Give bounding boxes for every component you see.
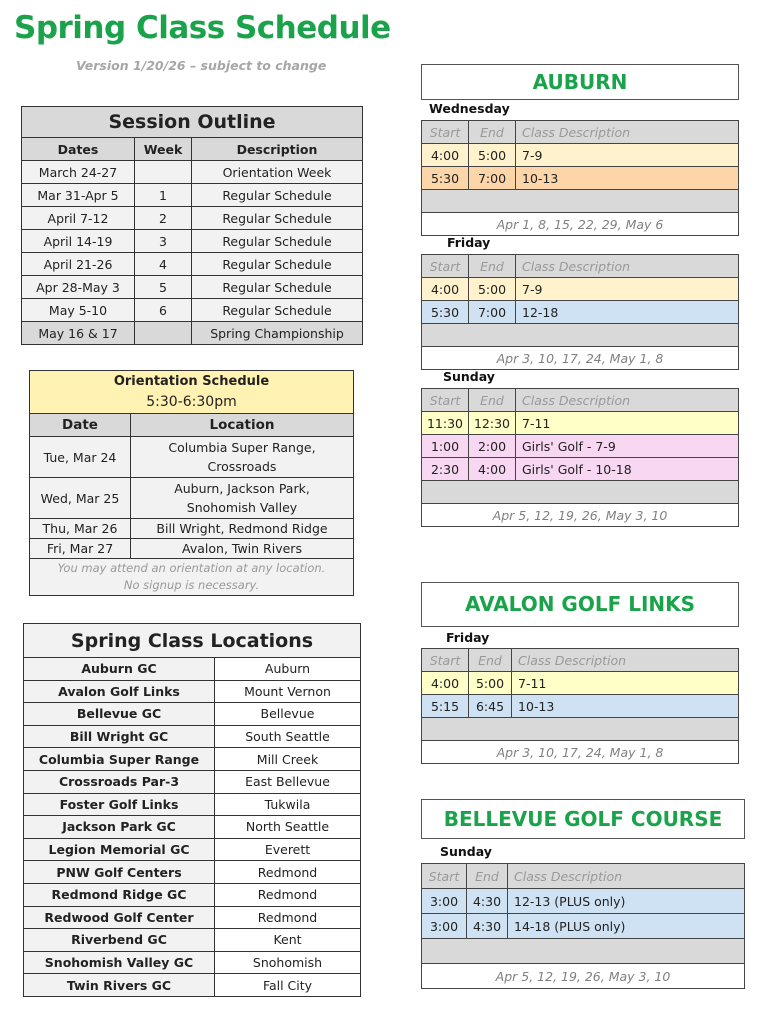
class-dates: Apr 3, 10, 17, 24, May 1, 8 [422,741,739,764]
table-row: 4:00 5:00 7-9 [422,278,739,301]
schedule-table: Start End Class Description 3:00 4:30 12-13 (PLUS only) 3:00 4:30 14-18 (PLUS only) Apr 5, 12, 19, 26, May 3, 10 [421,863,745,989]
col-description: Description [192,138,363,161]
page-title: Spring Class Schedule [14,10,391,46]
table-row: May 16 & 17 Spring Championship [22,322,363,345]
table-row: PNW Golf Centers Redmond [24,861,361,884]
table-row: Mar 31-Apr 5 1 Regular Schedule [22,184,363,207]
table-row: Riverbend GC Kent [24,929,361,952]
day-label: Sunday [443,369,495,384]
table-row: 11:30 12:30 7-11 [422,412,739,435]
day-label: Friday [447,235,491,250]
venue-title-avalon: AVALON GOLF LINKS [421,582,739,627]
table-row: 5:15 6:45 10-13 [422,695,739,718]
day-label: Friday [446,630,490,645]
class-dates: Apr 1, 8, 15, 22, 29, May 6 [422,213,739,236]
schedule-table: Start End Class Description 11:30 12:30 7-11 1:00 2:00 Girls' Golf - 7-9 2:30 4:00 Girls' Golf - 10-18 Apr 5, 12, 19, 26, May 3, 10 [421,388,739,527]
table-row: May 5-10 6 Regular Schedule [22,299,363,322]
table-row: Snohomish Valley GC Snohomish [24,951,361,974]
col-week: Week [135,138,192,161]
schedule-table: Start End Class Description 4:00 5:00 7-9 5:30 7:00 10-13 Apr 1, 8, 15, 22, 29, May 6 [421,120,739,236]
col-location: Location [131,414,354,437]
table-row: Redmond Ridge GC Redmond [24,883,361,906]
class-dates: Apr 5, 12, 19, 26, May 3, 10 [422,964,745,989]
table-row: 1:00 2:00 Girls' Golf - 7-9 [422,435,739,458]
table-row: Twin Rivers GC Fall City [24,974,361,997]
orientation-table [29,370,354,596]
table-row: Auburn GC Auburn [24,658,361,681]
table-row: Avalon Golf Links Mount Vernon [24,680,361,703]
day-label: Sunday [440,844,492,859]
table-row: Columbia Super Range Mill Creek [24,748,361,771]
table-row: Foster Golf Links Tukwila [24,793,361,816]
class-dates: Apr 5, 12, 19, 26, May 3, 10 [422,504,739,527]
table-row: April 21-26 4 Regular Schedule [22,253,363,276]
table-row: Thu, Mar 26 Bill Wright, Redmond Ridge [30,519,354,539]
table-row: April 7-12 2 Regular Schedule [22,207,363,230]
day-label: Wednesday [429,101,510,116]
table-row: Wed, Mar 25 Auburn, Jackson Park, Snohomish Valley [30,478,354,519]
table-row: Legion Memorial GC Everett [24,838,361,861]
session-outline-table [21,106,363,345]
table-row: Crossroads Par-3 East Bellevue [24,770,361,793]
locations-title: Spring Class Locations [24,624,361,658]
table-row: March 24-27 Orientation Week [22,161,363,184]
table-row: 5:30 7:00 10-13 [422,167,739,190]
schedule-table: Start End Class Description 4:00 5:00 7-11 5:15 6:45 10-13 Apr 3, 10, 17, 24, May 1, 8 [421,648,739,764]
table-row: 4:00 5:00 7-9 [422,144,739,167]
version-note: Version 1/20/26 – subject to change [76,58,327,73]
table-row: Bellevue GC Bellevue [24,703,361,726]
col-date: Date [30,414,131,437]
table-row: Redwood Golf Center Redmond [24,906,361,929]
table-row: Tue, Mar 24 Columbia Super Range, Crossroads [30,437,354,478]
session-outline-title: Session Outline [22,107,363,138]
table-row: Bill Wright GC South Seattle [24,725,361,748]
venue-title-bellevue: BELLEVUE GOLF COURSE [421,799,745,839]
orientation-title: Orientation Schedule [30,371,354,392]
col-dates: Dates [22,138,135,161]
table-row: Apr 28-May 3 5 Regular Schedule [22,276,363,299]
schedule-table: Start End Class Description 4:00 5:00 7-9 5:30 7:00 12-18 Apr 3, 10, 17, 24, May 1, 8 [421,254,739,370]
table-row: 2:30 4:00 Girls' Golf - 10-18 [422,458,739,481]
locations-table [23,623,361,997]
table-row: 5:30 7:00 12-18 [422,301,739,324]
table-row: 3:00 4:30 12-13 (PLUS only) [422,889,745,914]
table-row: Jackson Park GC North Seattle [24,816,361,839]
venue-title-auburn: AUBURN [421,64,739,100]
class-dates: Apr 3, 10, 17, 24, May 1, 8 [422,347,739,370]
orientation-time: 5:30-6:30pm [30,391,354,414]
table-row: 4:00 5:00 7-11 [422,672,739,695]
table-row: 3:00 4:30 14-18 (PLUS only) [422,914,745,939]
table-row: Fri, Mar 27 Avalon, Twin Rivers [30,539,354,559]
table-row: April 14-19 3 Regular Schedule [22,230,363,253]
orientation-note: You may attend an orientation at any location. No signup is necessary. [30,559,354,596]
